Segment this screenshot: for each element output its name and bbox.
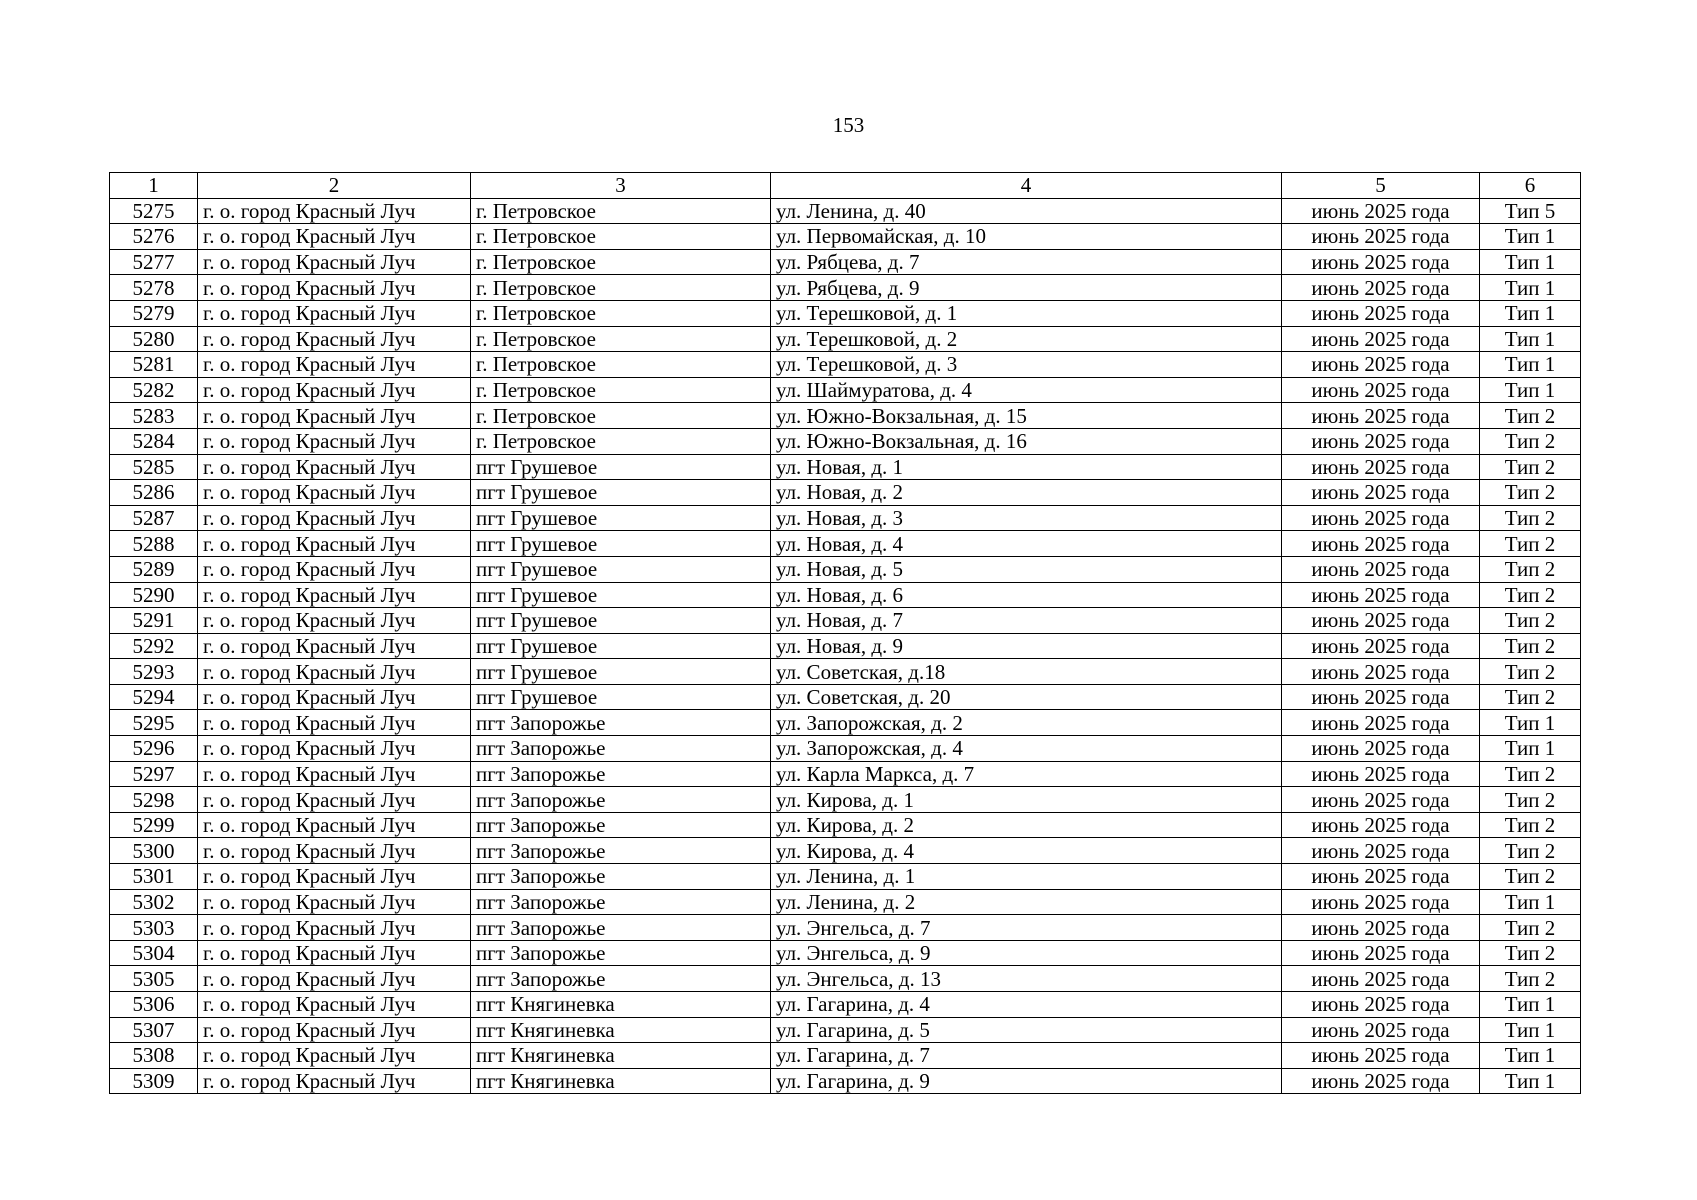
date-cell: июнь 2025 года — [1282, 812, 1480, 838]
table-row — [110, 300, 1581, 326]
date-cell: июнь 2025 года — [1282, 889, 1480, 915]
row-number-cell: 5284 — [110, 428, 198, 454]
table-row — [110, 1068, 1581, 1094]
date-cell: июнь 2025 года — [1282, 403, 1480, 429]
table-row — [110, 326, 1581, 352]
district-cell: г. о. город Красный Луч — [198, 428, 471, 454]
district-cell: г. о. город Красный Луч — [198, 659, 471, 685]
type-cell: Тип 2 — [1480, 633, 1581, 659]
table-row — [110, 761, 1581, 787]
address-cell: ул. Советская, д. 20 — [771, 684, 1282, 710]
column-header-3: 3 — [471, 173, 771, 199]
table-row — [110, 454, 1581, 480]
row-number-cell: 5290 — [110, 582, 198, 608]
registry-body — [110, 198, 1581, 1094]
row-number-cell: 5275 — [110, 198, 198, 224]
address-cell: ул. Энгельса, д. 9 — [771, 940, 1282, 966]
type-cell: Тип 2 — [1480, 761, 1581, 787]
settlement-cell: пгт Запорожье — [471, 812, 771, 838]
row-number-cell: 5295 — [110, 710, 198, 736]
row-number-cell: 5303 — [110, 915, 198, 941]
date-cell: июнь 2025 года — [1282, 275, 1480, 301]
table-row — [110, 787, 1581, 813]
address-cell: ул. Рябцева, д. 9 — [771, 275, 1282, 301]
row-number-cell: 5307 — [110, 1017, 198, 1043]
table-row — [110, 684, 1581, 710]
settlement-cell: пгт Запорожье — [471, 864, 771, 890]
date-cell: июнь 2025 года — [1282, 300, 1480, 326]
row-number-cell: 5299 — [110, 812, 198, 838]
address-cell: ул. Новая, д. 9 — [771, 633, 1282, 659]
address-cell: ул. Южно-Вокзальная, д. 16 — [771, 428, 1282, 454]
table-row — [110, 940, 1581, 966]
row-number-cell: 5276 — [110, 224, 198, 250]
row-number-cell: 5280 — [110, 326, 198, 352]
date-cell: июнь 2025 года — [1282, 608, 1480, 634]
settlement-cell: пгт Запорожье — [471, 889, 771, 915]
district-cell: г. о. город Красный Луч — [198, 787, 471, 813]
date-cell: июнь 2025 года — [1282, 326, 1480, 352]
table-row — [110, 556, 1581, 582]
address-cell: ул. Карла Маркса, д. 7 — [771, 761, 1282, 787]
district-cell: г. о. город Красный Луч — [198, 582, 471, 608]
header-row — [110, 173, 1581, 199]
type-cell: Тип 2 — [1480, 556, 1581, 582]
district-cell: г. о. город Красный Луч — [198, 864, 471, 890]
settlement-cell: пгт Княгиневка — [471, 1017, 771, 1043]
table-row — [110, 403, 1581, 429]
row-number-cell: 5301 — [110, 864, 198, 890]
table-row — [110, 1043, 1581, 1069]
table-row — [110, 480, 1581, 506]
district-cell: г. о. город Красный Луч — [198, 966, 471, 992]
settlement-cell: пгт Грушевое — [471, 684, 771, 710]
type-cell: Тип 2 — [1480, 684, 1581, 710]
district-cell: г. о. город Красный Луч — [198, 377, 471, 403]
district-cell: г. о. город Красный Луч — [198, 275, 471, 301]
type-cell: Тип 1 — [1480, 1043, 1581, 1069]
date-cell: июнь 2025 года — [1282, 1043, 1480, 1069]
date-cell: июнь 2025 года — [1282, 659, 1480, 685]
date-cell: июнь 2025 года — [1282, 1017, 1480, 1043]
row-number-cell: 5296 — [110, 736, 198, 762]
settlement-cell: пгт Княгиневка — [471, 992, 771, 1018]
settlement-cell: пгт Грушевое — [471, 659, 771, 685]
address-cell: ул. Гагарина, д. 7 — [771, 1043, 1282, 1069]
date-cell: июнь 2025 года — [1282, 454, 1480, 480]
table-row — [110, 1017, 1581, 1043]
date-cell: июнь 2025 года — [1282, 249, 1480, 275]
table-row — [110, 659, 1581, 685]
column-header-5: 5 — [1282, 173, 1480, 199]
district-cell: г. о. город Красный Луч — [198, 608, 471, 634]
table-row — [110, 812, 1581, 838]
address-cell: ул. Первомайская, д. 10 — [771, 224, 1282, 250]
date-cell: июнь 2025 года — [1282, 710, 1480, 736]
settlement-cell: г. Петровское — [471, 224, 771, 250]
district-cell: г. о. город Красный Луч — [198, 326, 471, 352]
settlement-cell: г. Петровское — [471, 198, 771, 224]
district-cell: г. о. город Красный Луч — [198, 1043, 471, 1069]
type-cell: Тип 2 — [1480, 428, 1581, 454]
settlement-cell: пгт Княгиневка — [471, 1043, 771, 1069]
date-cell: июнь 2025 года — [1282, 864, 1480, 890]
date-cell: июнь 2025 года — [1282, 761, 1480, 787]
table-row — [110, 889, 1581, 915]
settlement-cell: пгт Грушевое — [471, 480, 771, 506]
type-cell: Тип 2 — [1480, 480, 1581, 506]
date-cell: июнь 2025 года — [1282, 428, 1480, 454]
table-row — [110, 710, 1581, 736]
address-cell: ул. Советская, д.18 — [771, 659, 1282, 685]
row-number-cell: 5309 — [110, 1068, 198, 1094]
settlement-cell: пгт Запорожье — [471, 710, 771, 736]
table-row — [110, 838, 1581, 864]
page-number: 153 — [832, 113, 865, 137]
type-cell: Тип 2 — [1480, 864, 1581, 890]
row-number-cell: 5304 — [110, 940, 198, 966]
row-number-cell: 5277 — [110, 249, 198, 275]
type-cell: Тип 1 — [1480, 710, 1581, 736]
settlement-cell: пгт Запорожье — [471, 736, 771, 762]
table-row — [110, 352, 1581, 378]
district-cell: г. о. город Красный Луч — [198, 224, 471, 250]
district-cell: г. о. город Красный Луч — [198, 889, 471, 915]
table-row — [110, 198, 1581, 224]
row-number-cell: 5306 — [110, 992, 198, 1018]
type-cell: Тип 1 — [1480, 736, 1581, 762]
date-cell: июнь 2025 года — [1282, 198, 1480, 224]
district-cell: г. о. город Красный Луч — [198, 761, 471, 787]
type-cell: Тип 1 — [1480, 889, 1581, 915]
row-number-cell: 5293 — [110, 659, 198, 685]
type-cell: Тип 1 — [1480, 300, 1581, 326]
district-cell: г. о. город Красный Луч — [198, 352, 471, 378]
type-cell: Тип 1 — [1480, 992, 1581, 1018]
settlement-cell: пгт Грушевое — [471, 505, 771, 531]
type-cell: Тип 1 — [1480, 377, 1581, 403]
district-cell: г. о. город Красный Луч — [198, 684, 471, 710]
column-header-4: 4 — [771, 173, 1282, 199]
row-number-cell: 5292 — [110, 633, 198, 659]
date-cell: июнь 2025 года — [1282, 582, 1480, 608]
address-cell: ул. Новая, д. 5 — [771, 556, 1282, 582]
row-number-cell: 5294 — [110, 684, 198, 710]
type-cell: Тип 2 — [1480, 454, 1581, 480]
type-cell: Тип 2 — [1480, 582, 1581, 608]
settlement-cell: пгт Грушевое — [471, 633, 771, 659]
date-cell: июнь 2025 года — [1282, 736, 1480, 762]
table-row — [110, 428, 1581, 454]
type-cell: Тип 1 — [1480, 352, 1581, 378]
row-number-cell: 5278 — [110, 275, 198, 301]
address-cell: ул. Ленина, д. 2 — [771, 889, 1282, 915]
district-cell: г. о. город Красный Луч — [198, 505, 471, 531]
district-cell: г. о. город Красный Луч — [198, 710, 471, 736]
district-cell: г. о. город Красный Луч — [198, 633, 471, 659]
date-cell: июнь 2025 года — [1282, 377, 1480, 403]
address-cell: ул. Рябцева, д. 7 — [771, 249, 1282, 275]
address-cell: ул. Терешковой, д. 3 — [771, 352, 1282, 378]
column-header-6: 6 — [1480, 173, 1581, 199]
settlement-cell: пгт Запорожье — [471, 838, 771, 864]
type-cell: Тип 2 — [1480, 505, 1581, 531]
type-cell: Тип 2 — [1480, 966, 1581, 992]
row-number-cell: 5281 — [110, 352, 198, 378]
row-number-cell: 5285 — [110, 454, 198, 480]
row-number-cell: 5291 — [110, 608, 198, 634]
type-cell: Тип 1 — [1480, 326, 1581, 352]
settlement-cell: г. Петровское — [471, 403, 771, 429]
row-number-cell: 5302 — [110, 889, 198, 915]
table-row — [110, 992, 1581, 1018]
table-row — [110, 249, 1581, 275]
date-cell: июнь 2025 года — [1282, 915, 1480, 941]
address-cell: ул. Кирова, д. 1 — [771, 787, 1282, 813]
district-cell: г. о. город Красный Луч — [198, 940, 471, 966]
type-cell: Тип 2 — [1480, 608, 1581, 634]
address-cell: ул. Гагарина, д. 4 — [771, 992, 1282, 1018]
table-row — [110, 582, 1581, 608]
row-number-cell: 5297 — [110, 761, 198, 787]
district-cell: г. о. город Красный Луч — [198, 812, 471, 838]
row-number-cell: 5282 — [110, 377, 198, 403]
address-cell: ул. Ленина, д. 40 — [771, 198, 1282, 224]
address-cell: ул. Новая, д. 2 — [771, 480, 1282, 506]
address-cell: ул. Кирова, д. 2 — [771, 812, 1282, 838]
address-cell: ул. Новая, д. 1 — [771, 454, 1282, 480]
type-cell: Тип 1 — [1480, 224, 1581, 250]
date-cell: июнь 2025 года — [1282, 531, 1480, 557]
settlement-cell: пгт Грушевое — [471, 531, 771, 557]
address-cell: ул. Новая, д. 6 — [771, 582, 1282, 608]
row-number-cell: 5279 — [110, 300, 198, 326]
address-cell: ул. Ленина, д. 1 — [771, 864, 1282, 890]
district-cell: г. о. город Красный Луч — [198, 300, 471, 326]
address-cell: ул. Кирова, д. 4 — [771, 838, 1282, 864]
address-cell: ул. Энгельса, д. 7 — [771, 915, 1282, 941]
district-cell: г. о. город Красный Луч — [198, 1068, 471, 1094]
date-cell: июнь 2025 года — [1282, 556, 1480, 582]
address-cell: ул. Запорожская, д. 4 — [771, 736, 1282, 762]
type-cell: Тип 2 — [1480, 531, 1581, 557]
district-cell: г. о. город Красный Луч — [198, 556, 471, 582]
table-row — [110, 915, 1581, 941]
date-cell: июнь 2025 года — [1282, 966, 1480, 992]
address-cell: ул. Энгельса, д. 13 — [771, 966, 1282, 992]
date-cell: июнь 2025 года — [1282, 838, 1480, 864]
column-header-2: 2 — [198, 173, 471, 199]
address-cell: ул. Гагарина, д. 5 — [771, 1017, 1282, 1043]
settlement-cell: пгт Запорожье — [471, 761, 771, 787]
district-cell: г. о. город Красный Луч — [198, 198, 471, 224]
date-cell: июнь 2025 года — [1282, 352, 1480, 378]
district-cell: г. о. город Красный Луч — [198, 838, 471, 864]
settlement-cell: пгт Запорожье — [471, 787, 771, 813]
table-row — [110, 736, 1581, 762]
address-cell: ул. Терешковой, д. 2 — [771, 326, 1282, 352]
table-row — [110, 224, 1581, 250]
table-row — [110, 505, 1581, 531]
row-number-cell: 5288 — [110, 531, 198, 557]
row-number-cell: 5308 — [110, 1043, 198, 1069]
settlement-cell: г. Петровское — [471, 249, 771, 275]
district-cell: г. о. город Красный Луч — [198, 403, 471, 429]
settlement-cell: пгт Запорожье — [471, 915, 771, 941]
date-cell: июнь 2025 года — [1282, 992, 1480, 1018]
column-header-1: 1 — [110, 173, 198, 199]
settlement-cell: г. Петровское — [471, 275, 771, 301]
address-cell: ул. Терешковой, д. 1 — [771, 300, 1282, 326]
date-cell: июнь 2025 года — [1282, 480, 1480, 506]
address-cell: ул. Новая, д. 7 — [771, 608, 1282, 634]
table-row — [110, 275, 1581, 301]
settlement-cell: г. Петровское — [471, 326, 771, 352]
district-cell: г. о. город Красный Луч — [198, 992, 471, 1018]
settlement-cell: г. Петровское — [471, 428, 771, 454]
address-cell: ул. Запорожская, д. 2 — [771, 710, 1282, 736]
address-cell: ул. Шаймуратова, д. 4 — [771, 377, 1282, 403]
settlement-cell: пгт Запорожье — [471, 940, 771, 966]
type-cell: Тип 2 — [1480, 659, 1581, 685]
district-cell: г. о. город Красный Луч — [198, 736, 471, 762]
type-cell: Тип 2 — [1480, 940, 1581, 966]
address-cell: ул. Новая, д. 4 — [771, 531, 1282, 557]
settlement-cell: пгт Грушевое — [471, 582, 771, 608]
table-row — [110, 966, 1581, 992]
table-row — [110, 531, 1581, 557]
table-row — [110, 377, 1581, 403]
date-cell: июнь 2025 года — [1282, 684, 1480, 710]
settlement-cell: г. Петровское — [471, 300, 771, 326]
date-cell: июнь 2025 года — [1282, 940, 1480, 966]
date-cell: июнь 2025 года — [1282, 787, 1480, 813]
date-cell: июнь 2025 года — [1282, 1068, 1480, 1094]
row-number-cell: 5298 — [110, 787, 198, 813]
district-cell: г. о. город Красный Луч — [198, 531, 471, 557]
type-cell: Тип 2 — [1480, 812, 1581, 838]
type-cell: Тип 1 — [1480, 1017, 1581, 1043]
district-cell: г. о. город Красный Луч — [198, 249, 471, 275]
type-cell: Тип 5 — [1480, 198, 1581, 224]
date-cell: июнь 2025 года — [1282, 224, 1480, 250]
settlement-cell: г. Петровское — [471, 352, 771, 378]
row-number-cell: 5289 — [110, 556, 198, 582]
type-cell: Тип 2 — [1480, 403, 1581, 429]
district-cell: г. о. город Красный Луч — [198, 454, 471, 480]
row-number-cell: 5283 — [110, 403, 198, 429]
type-cell: Тип 1 — [1480, 249, 1581, 275]
district-cell: г. о. город Красный Луч — [198, 1017, 471, 1043]
settlement-cell: пгт Грушевое — [471, 608, 771, 634]
settlement-cell: пгт Грушевое — [471, 454, 771, 480]
settlement-cell: г. Петровское — [471, 377, 771, 403]
type-cell: Тип 2 — [1480, 838, 1581, 864]
registry-table — [109, 172, 1581, 1094]
settlement-cell: пгт Запорожье — [471, 966, 771, 992]
address-cell: ул. Гагарина, д. 9 — [771, 1068, 1282, 1094]
table-row — [110, 864, 1581, 890]
date-cell: июнь 2025 года — [1282, 633, 1480, 659]
row-number-cell: 5286 — [110, 480, 198, 506]
date-cell: июнь 2025 года — [1282, 505, 1480, 531]
address-cell: ул. Южно-Вокзальная, д. 15 — [771, 403, 1282, 429]
row-number-cell: 5300 — [110, 838, 198, 864]
row-number-cell: 5305 — [110, 966, 198, 992]
row-number-cell: 5287 — [110, 505, 198, 531]
table-row — [110, 608, 1581, 634]
type-cell: Тип 1 — [1480, 1068, 1581, 1094]
type-cell: Тип 2 — [1480, 915, 1581, 941]
address-cell: ул. Новая, д. 3 — [771, 505, 1282, 531]
type-cell: Тип 1 — [1480, 275, 1581, 301]
type-cell: Тип 2 — [1480, 787, 1581, 813]
district-cell: г. о. город Красный Луч — [198, 915, 471, 941]
district-cell: г. о. город Красный Луч — [198, 480, 471, 506]
settlement-cell: пгт Княгиневка — [471, 1068, 771, 1094]
table-row — [110, 633, 1581, 659]
settlement-cell: пгт Грушевое — [471, 556, 771, 582]
